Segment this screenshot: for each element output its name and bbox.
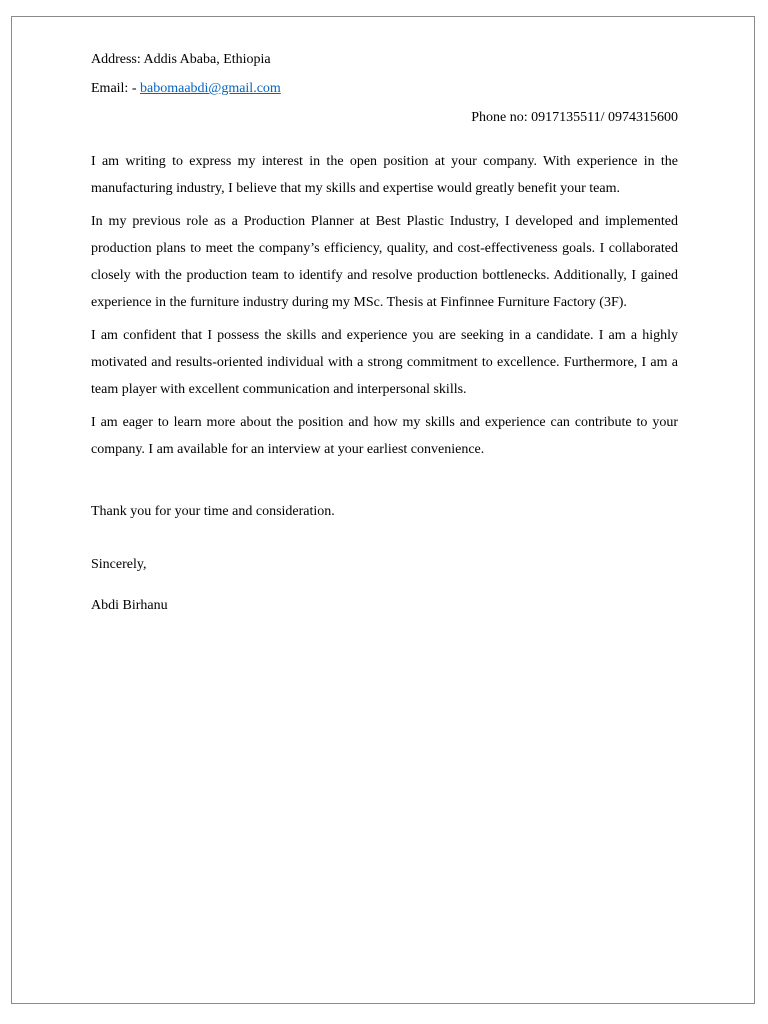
letter-body bbox=[91, 45, 678, 633]
paragraph-qualities: I am confident that I possess the skills and experience you are seeking in a candidate. I am a highly motivated and results-oriented individual with a strong commitment to excellence. Furthermore, I am a team player with excellent communication and interpersonal skills. bbox=[91, 328, 678, 397]
email-link[interactable]: babomaabdi@gmail.com bbox=[140, 81, 281, 96]
email-line bbox=[91, 74, 678, 103]
email-label: Email: - bbox=[91, 81, 140, 96]
address-line: Address: Addis Ababa, Ethiopia bbox=[91, 52, 271, 67]
phone-line: Phone no: 0917135511/ 0974315600 bbox=[471, 110, 678, 125]
closing-salutation: Sincerely, bbox=[91, 557, 147, 572]
thanks-line: Thank you for your time and consideration. bbox=[91, 504, 335, 519]
paragraph-closing-request: I am eager to learn more about the position and how my skills and experience can contribute to your company. I am available for an interview at your earliest convenience. bbox=[91, 415, 678, 457]
paragraph-experience: In my previous role as a Production Planner at Best Plastic Industry, I developed and implemented production plans to meet the company’s efficiency, quality, and cost-effectiveness goals. I collaborated closely with the production team to identify and resolve production bottlenecks. Additionally, I gained experience in the furniture industry during my MSc. Thesis at Finfinnee Furniture Factory (3F). bbox=[91, 214, 678, 310]
paragraph-intro: I am writing to express my interest in the open position at your company. With experience in the manufacturing industry, I believe that my skills and expertise would greatly benefit your team. bbox=[91, 154, 678, 196]
document-page bbox=[11, 16, 755, 1004]
signature-name: Abdi Birhanu bbox=[91, 598, 168, 613]
